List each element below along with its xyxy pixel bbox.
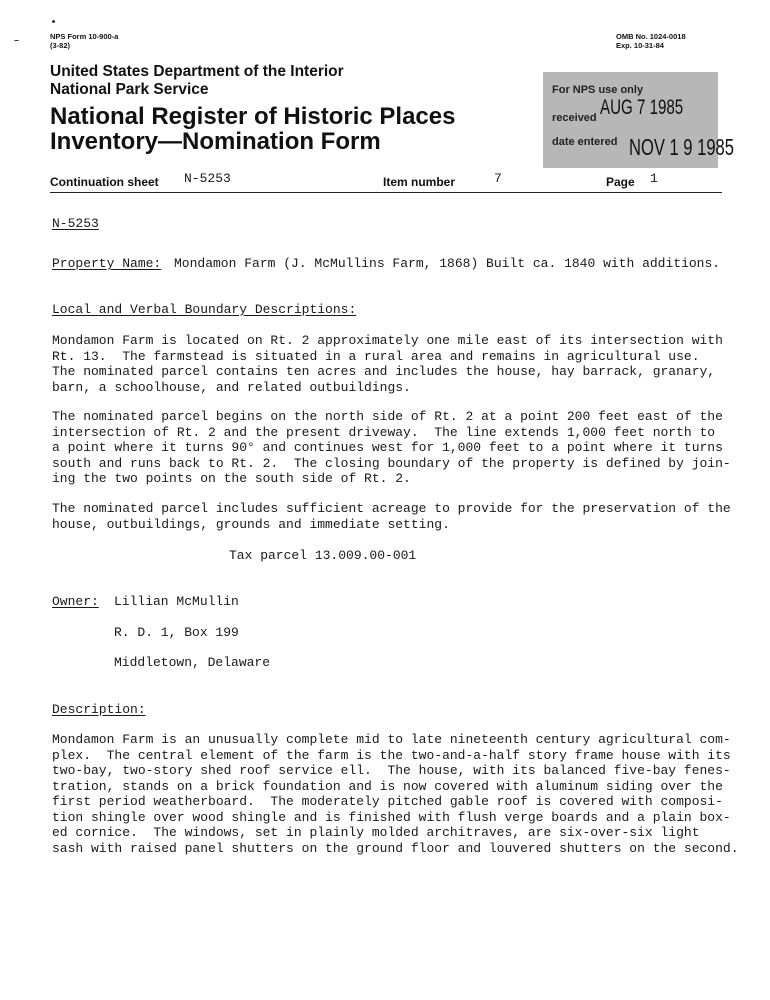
owner-address-line1: R. D. 1, Box 199 [114,625,239,640]
department-name: United States Department of the Interior [50,63,344,80]
received-label: received [552,112,597,124]
continuation-sheet-value: N-5253 [184,171,231,186]
text-line: house, outbuildings, grounds and immediate setting. [52,516,450,532]
text-line: intersection of Rt. 2 and the present driveway. The line extends 1,000 feet north to [52,424,716,440]
form-title-line1: National Register of Historic Places [50,103,456,130]
property-name-value: Mondamon Farm (J. McMullins Farm, 1868) Built ca. 1840 with additions. [174,256,721,271]
boundary-paragraph-1 [52,333,742,395]
date-entered-label: date entered [552,136,618,148]
text-line: Mondamon Farm is an unusually complete mid to late nineteenth century agricultural com- [52,732,731,747]
header-divider [50,192,722,193]
boundary-heading: Local and Verbal Boundary Descriptions: [52,302,357,317]
form-number: NPS Form 10-900-a [50,32,119,41]
boundary-paragraph-3 [52,501,742,532]
omb-number: OMB No. 1024-0018 [616,32,686,41]
property-name-label: Property Name: [52,256,162,271]
service-name: National Park Service [50,81,209,98]
page-label: Page [606,175,635,189]
text-line: barn, a schoolhouse, and related outbuildings. [52,379,411,395]
owner-name: Lillian McMullin [114,594,239,609]
owner-address-line2: Middletown, Delaware [114,655,271,670]
description-paragraph [52,732,742,856]
nps-use-stamp [543,72,734,168]
owner-label: Owner: [52,594,99,609]
text-line: south and runs back to Rt. 2. The closing boundary of the property is defined by join- [52,455,731,471]
received-date: AUG 7 1985 [600,96,684,119]
scan-speck [14,40,19,41]
text-line: a point where it turns 90° and continues west for 1,000 feet to a point where it turns [52,440,723,455]
item-number-label: Item number [383,175,456,189]
text-line: first period weatherboard. The moderately pitched gable roof is covered with composi- [52,794,723,809]
reference-number: N-5253 [52,216,99,231]
form-revision: (3-82) [50,41,71,50]
form-title-line2: Inventory—Nomination Form [50,128,381,155]
text-line: ed cornice. The windows, set in plainly molded architraves, are six-over-six light [52,825,700,840]
description-heading: Description: [52,702,146,717]
tax-parcel: Tax parcel 13.009.00-001 [229,548,417,563]
text-line: tration, stands on a brick foundation and is now covered with aluminum siding over the [52,778,723,794]
text-line: tion shingle over wood shingle and is finished with flush verge boards and a plain box- [52,809,731,825]
text-line: The nominated parcel includes sufficient acreage to provide for the preservation of the [52,501,731,516]
text-line: Mondamon Farm is located on Rt. 2 approximately one mile east of its intersection with [52,333,723,348]
scan-speck [52,20,55,23]
text-line: The nominated parcel contains ten acres and includes the house, hay barrack, granary, [52,364,716,379]
continuation-sheet-label: Continuation sheet [50,175,159,189]
text-line: The nominated parcel begins on the north side of Rt. 2 at a point 200 feet east of the [52,409,723,424]
text-line: sash with raised panel shutters on the ground floor and louvered shutters on the second. [52,840,739,856]
text-line: Rt. 13. The farmstead is situated in a rural area and remains in agricultural use. [52,348,700,364]
page-value: 1 [650,171,658,186]
item-number-value: 7 [494,171,502,186]
expiration-date: Exp. 10-31-84 [616,41,664,50]
text-line: two-bay, two-story shed roof service ell. The house, with its balanced five-bay fenes- [52,763,731,778]
stamp-heading: For NPS use only [552,84,644,96]
boundary-paragraph-2 [52,409,742,487]
text-line: ing the two points on the south side of Rt. 2. [52,471,411,486]
date-entered-value: NOV 1 9 1985 [629,134,734,160]
text-line: plex. The central element of the farm is the two-and-a-half story frame house with its [52,747,731,763]
